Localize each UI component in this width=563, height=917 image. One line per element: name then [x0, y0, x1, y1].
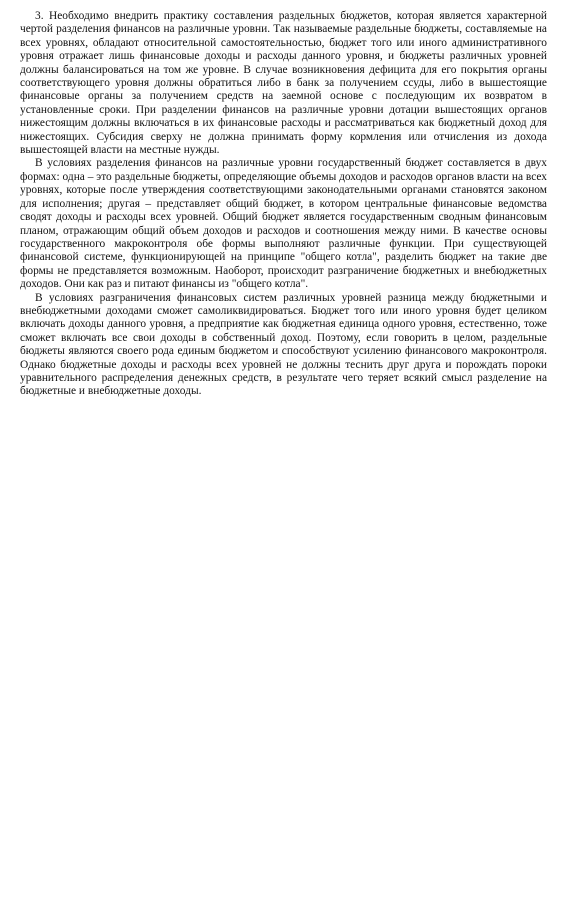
paragraph-3: В условиях разграничения финансовых систем различных уровней разница между бюджетными и внебюджетными доходами сможет самоликвидироваться. Бюджет того или иного уровня будет целиком включать доходы данного уровня, а предприятие как бюджетная единица одного уровня, естественно, тоже сможет включать все свои доходы в собственный доход. Поэтому, если говорить в целом, раздельные бюджеты являются своего рода единым бюджетом и способствуют усилению финансового макроконтроля. Однако бюджетные доходы и расходы всех уровней не должны теснить друг друга и порождать пороки уравнительного распределения денежных средств, в результате чего теряет всякий смысл разделение на бюджетные и внебюджетные доходы. [20, 291, 547, 398]
paragraph-1: 3. Необходимо внедрить практику составления раздельных бюджетов, которая является характерной чертой разделения финансов на различные уровни. Так называемые раздельные бюджеты, составляемые на всех уровнях, обладают относительной самостоятельностью, бюджет того или иного административного уровня отражает лишь финансовые доходы и расходы данного уровня, и бюджеты различных уровней должны балансироваться на том же уровне. В случае возникновения дефицита для его покрытия органы соответствующего уровня должны обратиться либо в банк за получением ссуды, либо в вышестоящие финансовые органы за получением средств на заемной основе с последующим их возвратом в установленные сроки. При разделении финансов на различные уровни дотации вышестоящих органов нижестоящим должны включаться в их финансовые расходы и рассматриваться как бюджетный доход для нижестоящих. Субсидия сверху не должна принимать форму кормления или отчисления из дохода вышестоящей власти на местные нужды. [20, 10, 547, 157]
paragraph-2: В условиях разделения финансов на различные уровни государственный бюджет составляется в двух формах: одна – это раздельные бюджеты, определяющие объемы доходов и расходов органов власти на всех уровнях, которые после утверждения соответствующими законодательными органами становятся законом для исполнения; другая – представляет общий бюджет, в котором центральные финансовые ведомства сводят доходы и расходы всех уровней. Общий бюджет является государственным сводным финансовым планом, отражающим общий объем доходов и расходов и соотношения между ними. В качестве основы государственного макроконтроля обе формы выполняют различные функции. При существующей финансовой системе, функционирующей на принципе "общего котла", разделить бюджет на такие две формы не представляется возможным. Наоборот, происходит разграничение бюджетных и внебюджетных доходов. Они как раз и питают финансы из "общего котла". [20, 157, 547, 291]
document-page [20, 10, 547, 399]
